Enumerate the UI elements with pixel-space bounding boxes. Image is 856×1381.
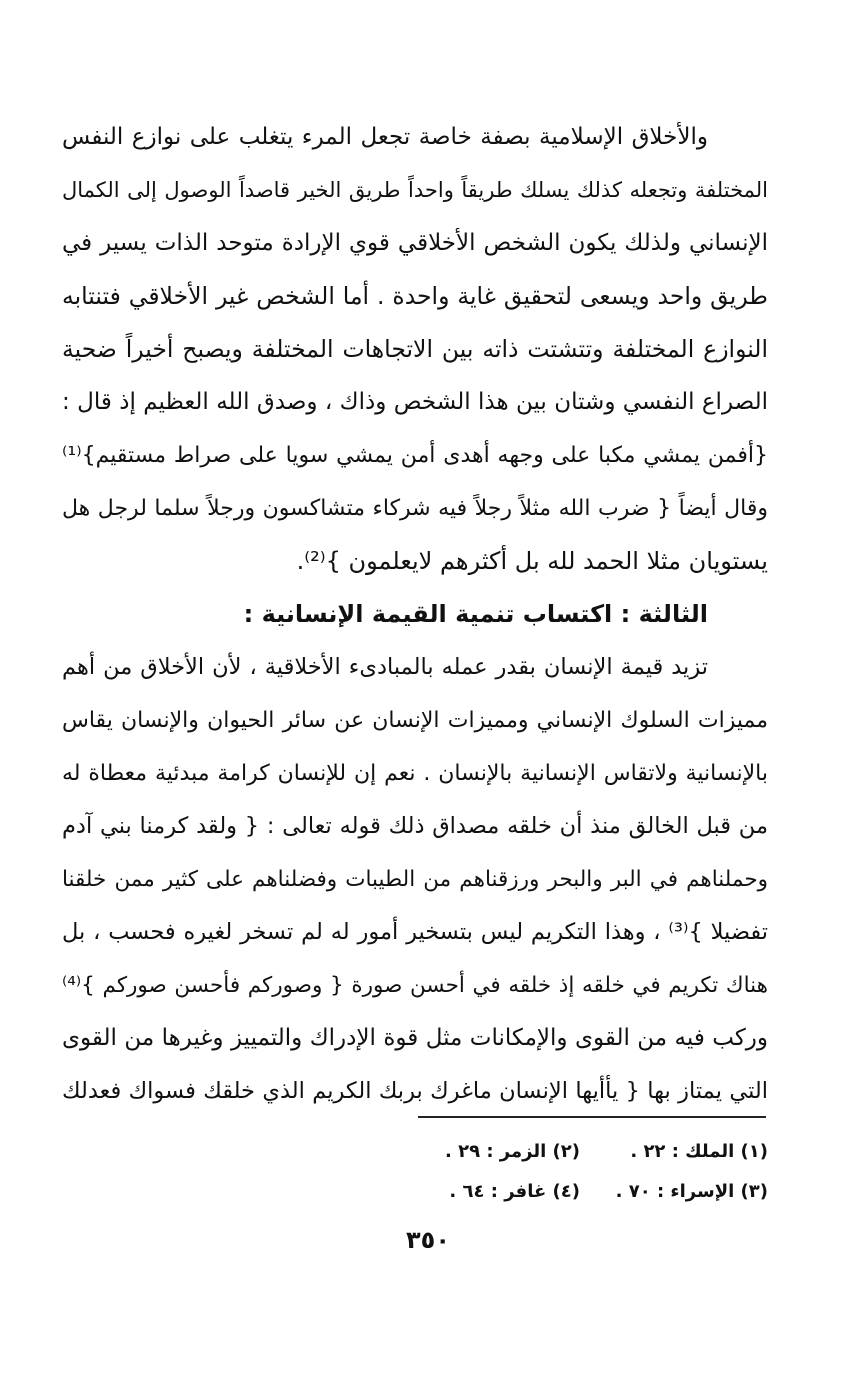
text-line: المختلفة وتجعله كذلك يسلك طريقاً واحداً طريق الخير قاصداً الوصول إلى الكمال	[62, 178, 768, 202]
text-line: تزيد قيمة الإنسان بقدر عمله بالمبادىء الأخلاقية ، لأن الأخلاق من أهم	[62, 654, 708, 680]
footnote: (١) الملك : ٢٢ .	[630, 1141, 768, 1162]
footnote: (٢) الزمر : ٢٩ .	[444, 1141, 580, 1162]
text-line: مميزات السلوك الإنساني ومميزات الإنسان عن سائر الحيوان والإنسان يقاس	[62, 708, 768, 733]
footnote-row	[400, 1172, 768, 1212]
text-line: الصراع النفسي وشتان بين هذا الشخص وذاك ، وصدق الله العظيم إذ قال :	[62, 389, 768, 415]
footnotes	[400, 1132, 768, 1212]
footnote: (٣) الإسراء : ٧٠ .	[615, 1181, 768, 1202]
text-line: يستويان مثلا الحمد لله بل أكثرهم لايعلمون }⁽²⁾.	[296, 547, 768, 575]
text-line: من قبل الخالق منذ أن خلقه مصداق ذلك قوله تعالى : { ولقد كرمنا بني آدم	[62, 813, 768, 839]
section-heading: الثالثة : اكتساب تنمية القيمة الإنسانية :	[243, 600, 708, 628]
text-line: {أفمن يمشي مكبا على وجهه أهدى أمن يمشي سويا على صراط مستقيم}⁽¹⁾	[62, 443, 768, 468]
text-line: الإنساني ولذلك يكون الشخص الأخلاقي قوي الإرادة متوحد الذات يسير في	[62, 230, 768, 256]
text-line: بالإنسانية ولاتقاس الإنسانية بالإنسان . نعم إن للإنسان كرامة مبدئية معطاة له	[62, 761, 768, 786]
footnote-divider	[418, 1116, 766, 1118]
text-line: والأخلاق الإسلامية بصفة خاصة تجعل المرء يتغلب على نوازع النفس	[62, 124, 708, 150]
text-line: تفضيلا }⁽³⁾ ، وهذا التكريم ليس بتسخير أمور له لم تسخر لغيره فحسب ، بل	[62, 919, 768, 945]
page-number: ٣٥٠	[406, 1226, 450, 1254]
text-line: طريق واحد ويسعى لتحقيق غاية واحدة . أما الشخص غير الأخلاقي فتنتابه	[62, 282, 768, 310]
text-line: التي يمتاز بها { يأأيها الإنسان ماغرك بربك الكريم الذي خلقك فسواك فعدلك	[62, 1078, 768, 1104]
text-line: وقال أيضاً { ضرب الله مثلاً رجلاً فيه شركاء متشاكسون ورجلاً سلما لرجل هل	[62, 496, 768, 521]
text-line: هناك تكريم في خلقه إذ خلقه في أحسن صورة { وصوركم فأحسن صوركم }⁽⁴⁾	[62, 973, 768, 998]
footnote: (٤) غافر : ٦٤ .	[449, 1181, 580, 1202]
footnote-row	[400, 1132, 768, 1172]
text-line: وحملناهم في البر والبحر ورزقناهم من الطيبات وفضلناهم على كثير ممن خلقنا	[62, 867, 768, 892]
main-text	[62, 111, 768, 1118]
text-line: وركب فيه من القوى والإمكانات مثل قوة الإدراك والتمييز وغيرها من القوى	[62, 1025, 768, 1051]
text-line: النوازع المختلفة وتتشتت ذاته بين الاتجاهات المختلفة ويصبح أخيراً ضحية	[62, 335, 768, 363]
